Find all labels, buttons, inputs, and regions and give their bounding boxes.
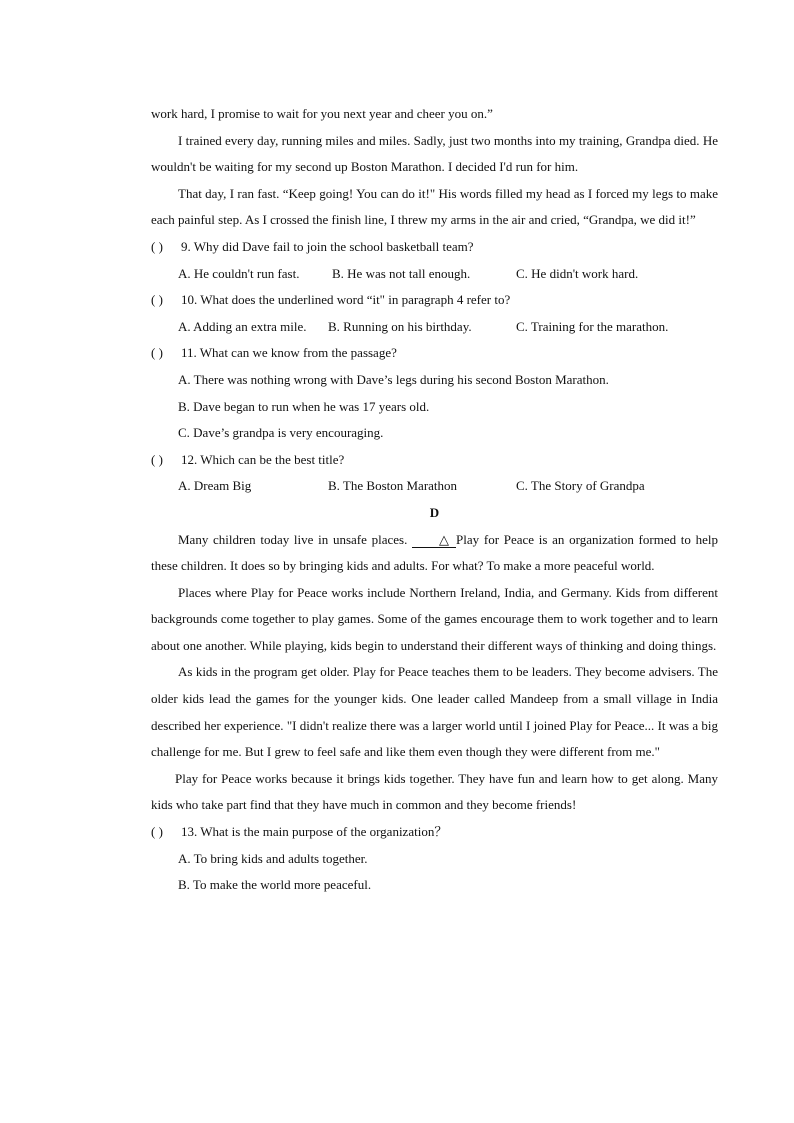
- passage-c-continuation: work hard, I promise to wait for you next year and cheer you on.”: [151, 106, 493, 121]
- option-b: B. The Boston Marathon: [328, 478, 458, 494]
- paragraph-text: Play for Peace is an organization formed to help these children. It does so by bringing kids and adults. For what? To make a more peaceful world.: [151, 531, 719, 574]
- option-b: B. To make the world more peaceful.: [178, 877, 372, 893]
- passage-c-paragraph: I trained every day, running miles and miles. Sadly, just two months into my training, Grandpa died. He wouldn't be waiting for my second up Boston Marathon. I decided I'd run for him.: [151, 132, 718, 175]
- answer-blank[interactable]: ( ): [151, 824, 163, 840]
- option-b: B. He was not tall enough.: [332, 265, 471, 281]
- answer-blank[interactable]: ( ): [151, 292, 163, 308]
- question-13: [151, 819, 718, 846]
- option-b: B. Dave began to run when he was 17 years old.: [178, 398, 430, 414]
- option-c: C. Training for the marathon.: [516, 318, 669, 334]
- question-text: 11. What can we know from the passage?: [181, 345, 397, 361]
- question-9-options: [151, 261, 718, 288]
- paragraph-text: Many children today live in unsafe places.: [178, 531, 408, 547]
- answer-blank[interactable]: ( ): [151, 238, 163, 254]
- option-a: A. Dream Big: [178, 478, 252, 494]
- section-heading: D: [429, 504, 440, 520]
- option-a: A. Adding an extra mile.: [178, 318, 307, 334]
- question-text: 10. What does the underlined word “it" in paragraph 4 refer to?: [181, 292, 511, 308]
- passage-d-paragraph: [151, 527, 718, 580]
- option-a: A. To bring kids and adults together.: [178, 850, 368, 866]
- question-10: [151, 287, 718, 314]
- question-text: 13. What is the main purpose of the organization？: [181, 824, 448, 840]
- answer-blank[interactable]: ( ): [151, 451, 163, 467]
- option-c: C. Dave’s grandpa is very encouraging.: [178, 425, 384, 441]
- triangle-icon: △: [439, 531, 450, 547]
- question-12-options: [151, 473, 718, 500]
- passage-d-paragraph: As kids in the program get older. Play for Peace teaches them to be leaders. They become advisers. The older kids lead the games for the younger kids. One leader called Mandeep from a small village in India described her experience. "I didn't realize there was a larger world until I joined Play for Peace... It was a big challenge for me. But I grew to feel safe and like them even though they were different from me.": [151, 664, 718, 760]
- passage-d-paragraph: Play for Peace works because it brings kids together. They have fun and learn how to get along. Many kids who take part find that they have much in common and they become friends!: [151, 770, 718, 813]
- fill-in-blank[interactable]: [412, 533, 456, 548]
- option-b: B. Running on his birthday.: [328, 318, 472, 334]
- question-text: 12. Which can be the best title?: [181, 451, 345, 467]
- question-12: [151, 447, 718, 474]
- option-c: C. He didn't work hard.: [516, 265, 639, 281]
- question-9: [151, 234, 718, 261]
- option-a: A. There was nothing wrong with Dave’s legs during his second Boston Marathon.: [178, 371, 609, 387]
- option-a: A. He couldn't run fast.: [178, 265, 300, 281]
- question-11: [151, 340, 718, 367]
- passage-c-paragraph: That day, I ran fast. “Keep going! You can do it!" His words filled my head as I forced my legs to make each painful step. As I crossed the finish line, I threw my arms in the air and cried, “Grandpa, we did it!”: [151, 185, 718, 228]
- worksheet-page: [151, 101, 718, 899]
- passage-d-paragraph: Places where Play for Peace works include Northern Ireland, India, and Germany. Kids from different backgrounds come together to play games. Some of the games encourage them to work together and to learn about one another. While playing, kids begin to understand their different ways of thinking and doing things.: [151, 584, 718, 653]
- option-c: C. The Story of Grandpa: [516, 478, 645, 494]
- answer-blank[interactable]: ( ): [151, 345, 163, 361]
- question-10-options: [151, 314, 718, 341]
- question-text: 9. Why did Dave fail to join the school basketball team?: [181, 238, 474, 254]
